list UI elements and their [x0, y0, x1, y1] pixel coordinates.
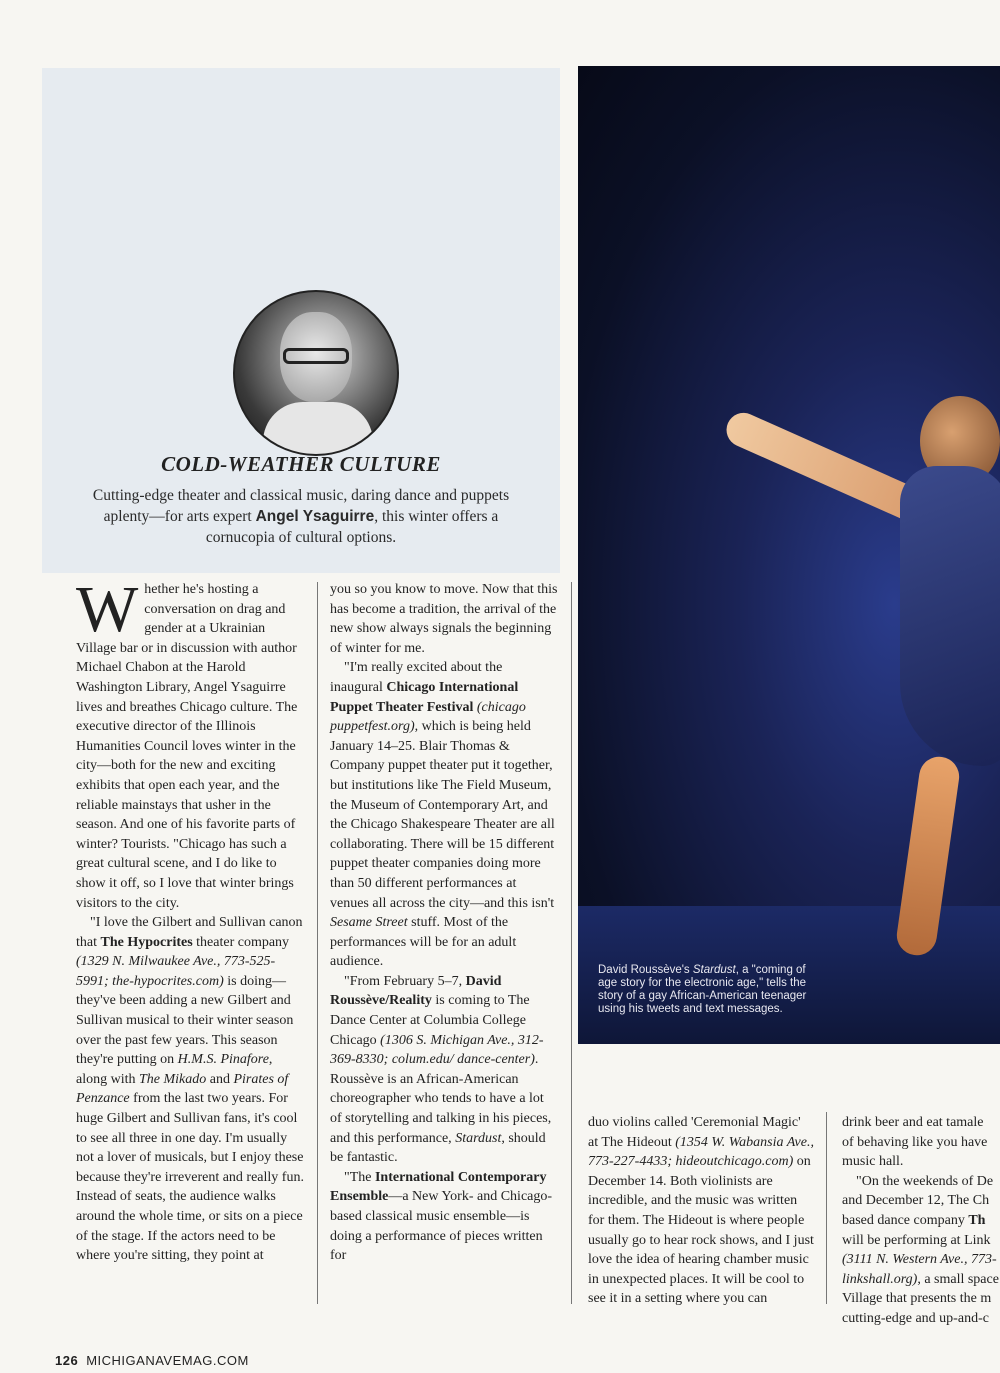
- article-deck: Cutting-edge theater and classical music, daring dance and puppets aplenty—for arts expert Angel Ysaguirre, this winter offers a cornucopia of cultural options.: [92, 487, 510, 546]
- body-column-1: Whether he's hosting a conversation on drag and gender at a Ukrainian Village bar or in discussion with author Michael Chabon at the Harold Washington Library, Angel Ysaguirre lives and breathes Chicago culture. The executive director of the Illinois Humanities Council loves winter in the city—both for the new and exciting exhibits that open each year, and the reliable mainstays that usher in the season. And one of his favorite parts of winter? Tourists. "Chicago has such a great cultural scene, and I do like to show it off, so I love that winter brings visitors to the city. "I love the Gilbert and Sullivan canon that The Hypocrites theater company (1329 N. Milwaukee Ave., 773-525-5991; the-hypocrites.com) is doing—they've been adding a new Gilbert and Sullivan musical to their winter season over the past few years. This season they're putting on H.M.S. Pinafore, along with The Mikado and Pirates of Penzance from the last two years. For huge Gilbert and Sullivan fans, it's cool to see all three in one day. I'm usually not a lover of musicals, but I enjoy these because they're irreverent and really fun. Instead of seats, the audience walks around the whole time, or sits on a piece of the stage. If the actors need to be where you're sitting, they point at: [76, 573, 304, 1264]
- article-headline: COLD-WEATHER CULTURE: [161, 452, 441, 476]
- body-column-3: duo violins called 'Ceremonial Magic' at The Hideout (1354 W. Wabansia Ave., 773-227-4433; hideoutchicago.com) on December 14. Both violinists are incredible, and the music was written for them. The Hideout is where people usually go to hear rock shows, and I just love the idea of hearing chamber music in unexpected places. It will be cool to see it in a setting where you can: [588, 1115, 814, 1307]
- column-rule: [571, 582, 572, 1304]
- dance-photo: [578, 66, 1000, 1044]
- body-column-2: you so you know to move. Now that this has become a tradition, the arrival of the new show always signals the beginning of winter for me. "I'm really excited about the inaugural Chicago International Puppet Theater Festival (chicago puppetfest.org), which is being held January 14–25. Blair Thomas & Company puppet theater put it together, but institutions like The Field Museum, the Museum of Contemporary Art, and the Chicago Shakespeare Theater are all collaborating. There will be 15 different puppet theater companies doing more than 50 different performances at venues all across the city—and this isn't Sesame Street stuff. Most of the performances will be for an adult audience. "From February 5–7, David Roussève/Reality is coming to The Dance Center at Columbia College Chicago (1306 S. Michigan Ave., 312-369-8330; colum.edu/ dance-center). Roussève is an African-American choreographer who tends to have a lot of storytelling and talking in his pieces, and this performance, Stardust, should be fantastic. "The International Contemporary Ensemble—a New York- and Chicago-based classical music ensemble—is doing a performance of pieces written for: [330, 582, 558, 1264]
- drop-cap: W: [76, 573, 139, 646]
- page-folio: [55, 1353, 249, 1368]
- magazine-site: MICHIGANAVEMAG.COM: [86, 1353, 249, 1368]
- column-rule: [826, 1112, 827, 1304]
- column-rule: [317, 582, 318, 1304]
- photo-caption: David Roussève's Stardust, a "coming of age story for the electronic age," tells the story of a gay African-American teenager using his tweets and text messages.: [598, 964, 807, 1015]
- body-column-4: drink beer and eat tamale of behaving like you have music hall. "On the weekends of De and December 12, The Ch based dance company Th will be performing at Link (3111 N. Western Ave., 773- linkshall.org), a small space Village that presents the m cutting-edge and up-and-c: [842, 1115, 999, 1326]
- page-number: 126: [55, 1353, 79, 1368]
- author-portrait: [233, 290, 399, 456]
